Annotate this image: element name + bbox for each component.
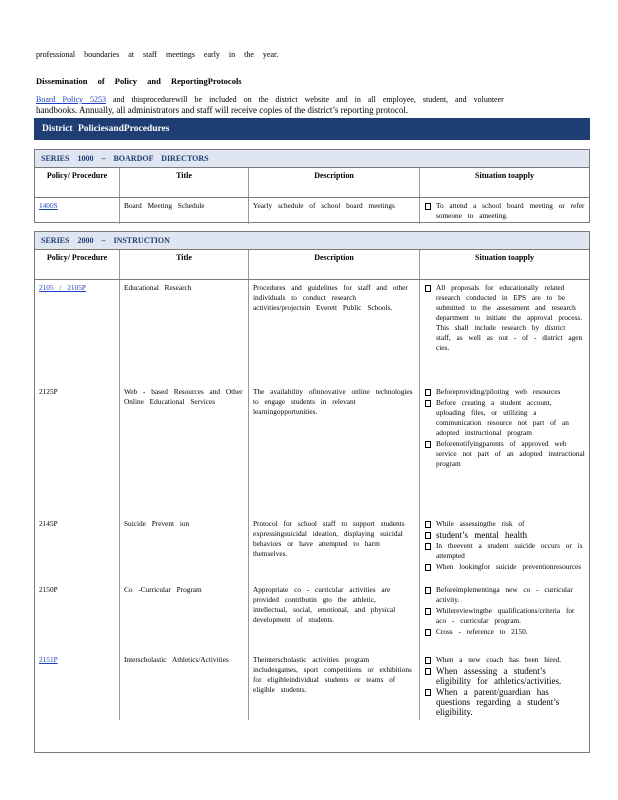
series-1000-table	[34, 149, 590, 223]
situation-item: Beforeimplementinga new co - curricular activity.	[424, 585, 585, 605]
policy-link[interactable]: 2105 / 2105P	[39, 283, 86, 292]
policy-link[interactable]: 1400S	[39, 201, 58, 210]
row-title: Co -Curricular Program	[120, 582, 249, 652]
situation-item: student’s mental health	[424, 530, 585, 540]
policy-number: 2150P	[35, 582, 120, 652]
section-heading: Dissemination of Policy and ReportingProtocols	[36, 76, 242, 86]
situation-item: Cross - reference to 2150.	[424, 627, 585, 637]
row-description: The availability ofinnovative online technologies to engage students in relevant learningopportunities.	[249, 384, 420, 516]
table-row	[35, 198, 589, 225]
district-policies-banner: District PoliciesandProcedures	[34, 118, 590, 140]
table-row	[35, 582, 589, 652]
series-2000-heading: SERIES 2000 – INSTRUCTION	[35, 232, 589, 250]
situation-item: All proposals for educationally related research conducted in EPS are to be submitted to the assessment and research department to initiate the approval process. This shall include research by district staff, as well as out - of - district agen cies.	[424, 283, 585, 353]
row-title: Interscholastic Athletics/Activities	[120, 652, 249, 720]
table-row	[35, 516, 589, 582]
policy-number: 2145P	[35, 516, 120, 582]
series-1000-heading: SERIES 1000 – BOARDOF DIRECTORS	[35, 150, 589, 168]
col-header-title: Title	[120, 168, 249, 198]
situation-item: Beforeproviding/piloting web resources	[424, 387, 585, 397]
situation-item: Whilereviewingthe qualifications/criteria for aco - curricular program.	[424, 606, 585, 626]
board-policy-link[interactable]: Board Policy 5253	[36, 95, 106, 104]
row-title: Educational Research	[120, 280, 249, 384]
col-header-title: Title	[120, 250, 249, 280]
table-row	[35, 280, 589, 384]
situation-item: When a new coach has been hired.	[424, 655, 585, 665]
situation-item: Beforenotifyingparents of approved web service not part of an adopted instructional program	[424, 439, 585, 469]
policy-number: 2125P	[35, 384, 120, 516]
situation-item: When assessing a student’s eligibility for athletics/activities.	[424, 666, 585, 686]
row-description: Yearly schedule of school board meetings	[249, 198, 420, 225]
situation-item: While assessingthe risk of	[424, 519, 585, 529]
row-description: Protocol for school staff to support students expressingsuicidal ideation, displaying suicidal behaviors or have attempted to harm themselves.	[249, 516, 420, 582]
series-2000-table	[34, 231, 590, 753]
row-description: Procedures and guidelines for staff and other individuals to conduct research activities/projectsin Everett Public Schools.	[249, 280, 420, 384]
situation-item: When lookingfor suicide preventionresources	[424, 562, 585, 572]
intro-line: professional boundaries at staff meetings early in the year.	[36, 50, 279, 59]
row-title: Board Meeting Schedule	[120, 198, 249, 225]
situation-item: When a parent/guardian has questions regarding a student’s eligibility.	[424, 687, 585, 717]
situation-item: To attend a school board meeting or refer someone to ameeting.	[424, 201, 585, 221]
row-description: Theinterscholastic activities program includesgames, sport competitions or exhibitions for eligibleindividual students or teams of eligible students.	[249, 652, 420, 720]
col-header-description: Description	[249, 250, 420, 280]
dissemination-paragraph	[36, 94, 556, 116]
table-row	[35, 384, 589, 516]
col-header-description: Description	[249, 168, 420, 198]
situation-item: Before creating a student account, uploading files, or utilizing a communication resource not part of an adopted instructional program	[424, 398, 585, 438]
col-header-situation: Situation toapply	[420, 250, 590, 280]
policy-link[interactable]: 2151P	[39, 654, 58, 664]
col-header-policy: Policy/ Procedure	[35, 250, 120, 280]
table-row	[35, 652, 589, 720]
paragraph-line2: handbooks. Annually, all administrators and staff will receive copies of the district’s reporting protocol.	[36, 105, 409, 115]
row-title: Suicide Prevent ion	[120, 516, 249, 582]
col-header-situation: Situation toapply	[420, 168, 590, 198]
row-title: Web - based Resources and Other Online Educational Services	[120, 384, 249, 516]
situation-item: In theevent a student suicide occurs or is attempted	[424, 541, 585, 561]
row-description: Appropriate co - curricular activities are provided contributin gto the athletic, intellectual, social, emotional, and physical development of students.	[249, 582, 420, 652]
col-header-policy: Policy/ Procedure	[35, 168, 120, 198]
paragraph-line1: and thisprocedurewill be included on the district website and in all employee, student, and volunteer	[106, 95, 504, 104]
